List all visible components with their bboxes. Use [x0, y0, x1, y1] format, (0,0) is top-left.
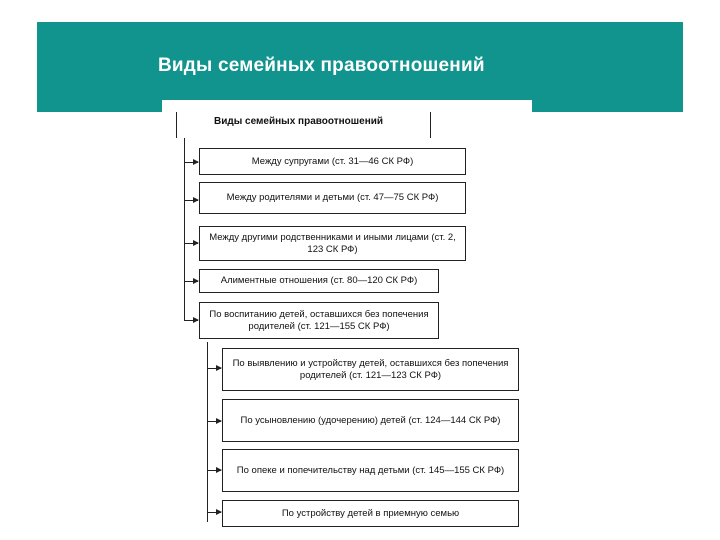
main-connector-line [184, 138, 185, 320]
branch-box-alimony: Алиментные отношения (ст. 80—120 СК РФ) [199, 269, 439, 293]
relations-diagram [162, 110, 532, 530]
branch-arrow [184, 281, 198, 282]
branch-arrow [184, 243, 198, 244]
sub-box-adoption: По усыновлению (удочерению) детей (ст. 124—144 СК РФ) [222, 399, 519, 442]
sub-branch-arrow [207, 421, 221, 422]
root-bracket-right [430, 112, 431, 138]
sub-branch-arrow [207, 368, 221, 369]
diagram-root-label: Виды семейных правоотношений [214, 116, 384, 127]
sub-branch-arrow [207, 470, 221, 471]
sub-branch-arrow [207, 512, 221, 513]
sub-box-identification: По выявлению и устройству детей, оставшихся без попечения родителей (ст. 121—123 СК РФ) [222, 348, 519, 391]
branch-arrow [184, 320, 198, 321]
root-bracket-left [176, 112, 177, 138]
branch-box-upbringing: По воспитанию детей, оставшихся без попечения родителей (ст. 121—155 СК РФ) [199, 302, 439, 339]
branch-box-spouses: Между супругами (ст. 31—46 СК РФ) [199, 148, 466, 175]
slide-title: Виды семейных правоотношений [158, 55, 485, 76]
sub-connector-line [207, 342, 208, 522]
sub-box-foster-family: По устройству детей в приемную семью [222, 500, 519, 527]
branch-arrow [184, 200, 198, 201]
branch-box-other-relatives: Между другими родственниками и иными лицами (ст. 2, 123 СК РФ) [199, 226, 466, 261]
title-banner [37, 22, 683, 112]
branch-arrow [184, 162, 198, 163]
sub-box-guardianship: По опеке и попечительству над детьми (ст. 145—155 СК РФ) [222, 449, 519, 492]
branch-box-parents-children: Между родителями и детьми (ст. 47—75 СК РФ) [199, 182, 466, 214]
